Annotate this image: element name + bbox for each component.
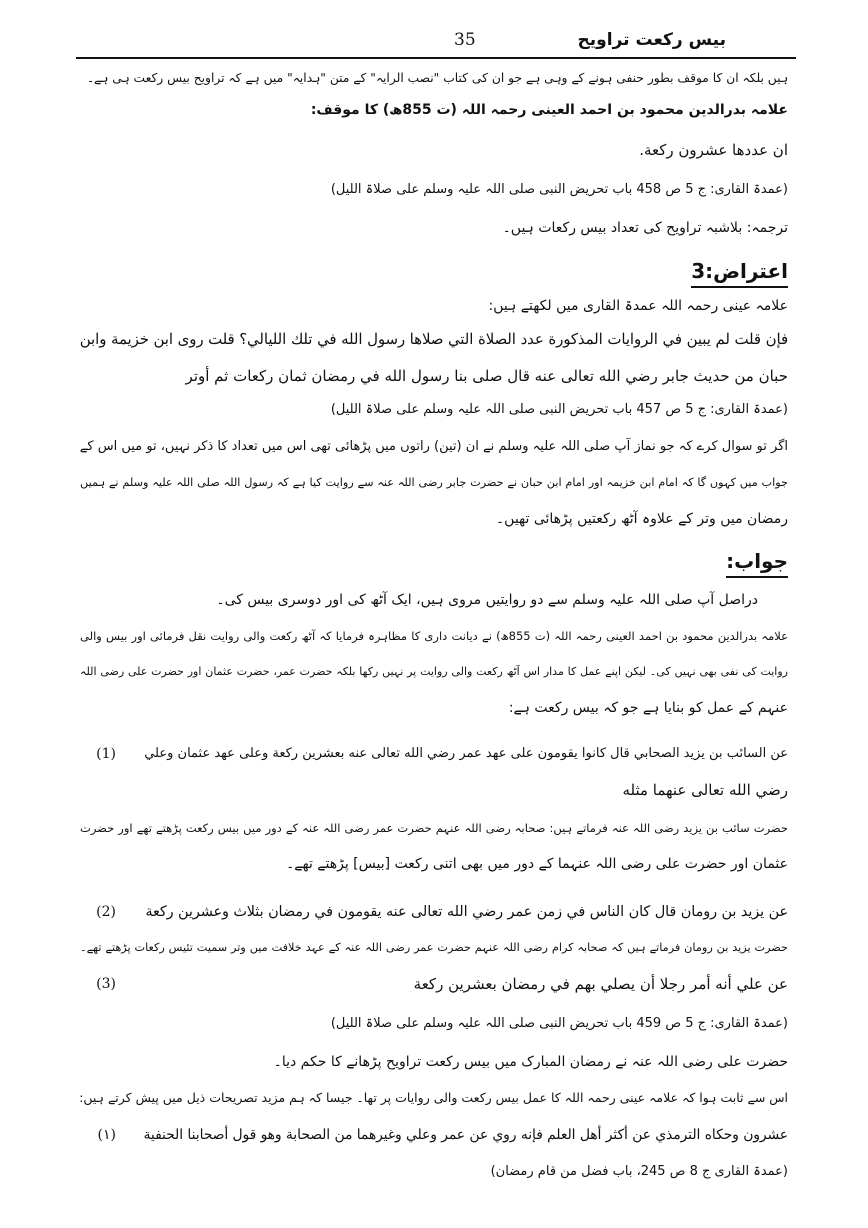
paragraph-line: حضرت علی رضی اللہ عنہ نے رمضان المبارک میں بیس رکعت تراویح پڑھانے کا حکم دیا۔: [273, 1054, 788, 1070]
page-header: [76, 28, 796, 56]
paragraph-line: حضرت سائب بن یزید رضی اللہ عنہ فرماتے ہیں: صحابہ رضی اللہ عنہم حضرت عمر رضی اللہ عنہ کے دور میں بیس رکعت پڑھتے تھے اور حضرت: [80, 821, 788, 835]
answer-heading: جواب:: [726, 548, 788, 578]
arabic-quote: ان عددها عشرون رکعة.: [639, 141, 788, 159]
item-number: (2): [96, 904, 116, 920]
citation: (عمدۃ القاری: ج 5 ص 457 باب تحریض النبی صلی اللہ علیہ وسلم علی صلاۃ اللیل): [330, 402, 788, 417]
arabic-quote: عشرون وحكاه الترمذي عن أكثر أهل العلم فإنه روي عن عمر وعلي وغيرهما من الصحابة وهو قول أصحابنا الحنفية: [143, 1127, 788, 1143]
paragraph-line: رمضان میں وتر کے علاوہ آٹھ رکعتیں پڑھائی تھیں۔: [495, 511, 788, 527]
paragraph-line: اگر تو سوال کرے کہ جو نماز آپ صلی اللہ علیہ وسلم نے ان (تین) راتوں میں پڑھائی تھی اس میں تعداد کا ذکر نہیں، تو میں اس کے: [79, 439, 788, 454]
page-number: 35: [454, 30, 476, 50]
paragraph-line: حضرت یزید بن رومان فرماتے ہیں کہ صحابہ کرام رضی اللہ عنہم حضرت عمر رضی اللہ عنہ کے عہد خلافت میں وتر سمیت تئیس رکعات پڑھتے تھے۔: [80, 941, 788, 954]
paragraph-line: ہیں بلکہ ان کا موقف بطور حنفی ہونے کے وہی ہے جو ان کی کتاب "نصب الرایہ" کے متن "ہدایہ" میں ہے کہ تراویح بیس رکعت ہی ہے۔: [86, 71, 788, 85]
arabic-quote: عن يزيد بن رومان قال كان الناس في زمن عمر رضي الله تعالى عنه يقومون في رمضان بثلاث وعشرين ركعة: [145, 904, 788, 920]
paragraph-line: عثمان اور حضرت علی رضی اللہ عنہما کے دور میں بھی اتنی رکعت [بیس] پڑھتے تھے۔: [286, 856, 788, 872]
item-number: (1): [96, 746, 116, 762]
item-number: (۱): [97, 1127, 116, 1143]
arabic-quote: حبان من حديث جابر رضي الله تعالى عنه قال صلى بنا رسول الله في رمضان ثمان ركعات ثم أوتر: [185, 367, 788, 385]
objection-heading: اعتراض:3: [691, 258, 788, 288]
paragraph-line: عنہم کے عمل کو بنایا ہے جو کہ بیس رکعت ہے:: [508, 700, 788, 716]
arabic-quote: رضي الله تعالى عنهما مثله: [622, 781, 788, 799]
item-number: (3): [96, 976, 116, 992]
translation: ترجمہ: بلاشبہ تراویح کی تعداد بیس رکعات ہیں۔: [502, 220, 788, 236]
section-label: علامہ بدرالدین محمود بن احمد العینی رحمہ اللہ (ت 855ھ) کا موقف:: [310, 102, 788, 118]
citation: (عمدۃ القاری ج 8 ص 245، باب فضل من قام رمضان): [490, 1164, 788, 1179]
citation: (عمدۃ القاری: ج 5 ص 458 باب تحریض النبی صلی اللہ علیہ وسلم علی صلاۃ اللیل): [330, 182, 788, 197]
paragraph-line: علامہ بدرالدین محمود بن احمد العینی رحمہ اللہ (ت 855ھ) نے دیانت داری کا مظاہرہ فرمایا کہ آٹھ رکعت والی روایت نقل فرمائی اور بیس والی: [80, 629, 789, 643]
paragraph-line: جواب میں کہوں گا کہ امام ابن خزیمہ اور امام ابن حبان نے حضرت جابر رضی اللہ عنہ سے روایت کیا ہے کہ رسول اللہ صلی اللہ علیہ وسلم نے ہمیں: [80, 476, 788, 489]
running-title: بیس رکعت تراویح: [577, 30, 726, 50]
arabic-quote: فإن قلت لم يبين في الروايات المذكورة عدد الصلاة التي صلاها رسول الله في تلك الليالي؟ قلت روى ابن خزيمة وابن: [79, 331, 788, 348]
paragraph-line: علامہ عینی رحمہ اللہ عمدۃ القاری میں لکھتے ہیں:: [488, 298, 788, 314]
header-divider: [76, 57, 796, 59]
arabic-quote: عن السائب بن يزيد الصحابي قال كانوا يقومون على عهد عمر رضي الله تعالى عنه بعشرين ركعة وعلى عهد عثمان وعلي: [144, 746, 788, 761]
paragraph-line: اس سے ثابت ہوا کہ علامہ عینی رحمہ اللہ کا عمل بیس رکعت والی روایات پر تھا۔ جیسا کہ ہم مزید تصریحات ذیل میں پیش کرتے ہیں:: [79, 1090, 788, 1105]
arabic-quote: عن علي أنه أمر رجلا أن يصلي بهم في رمضان بعشرين ركعة: [413, 975, 788, 993]
paragraph-line: دراصل آپ صلی اللہ علیہ وسلم سے دو روایتیں مروی ہیں، ایک آٹھ کی اور دوسری بیس کی۔: [216, 592, 758, 608]
citation: (عمدۃ القاری: ج 5 ص 459 باب تحریض النبی صلی اللہ علیہ وسلم علی صلاۃ اللیل): [330, 1016, 788, 1031]
paragraph-line: روایت کی نفی بھی نہیں کی۔ لیکن اپنے عمل کا مدار اس آٹھ رکعت والی روایت پر نہیں رکھا بلکہ حضرت عمر، حضرت عثمان اور حضرت علی رضی اللہ: [80, 665, 788, 678]
